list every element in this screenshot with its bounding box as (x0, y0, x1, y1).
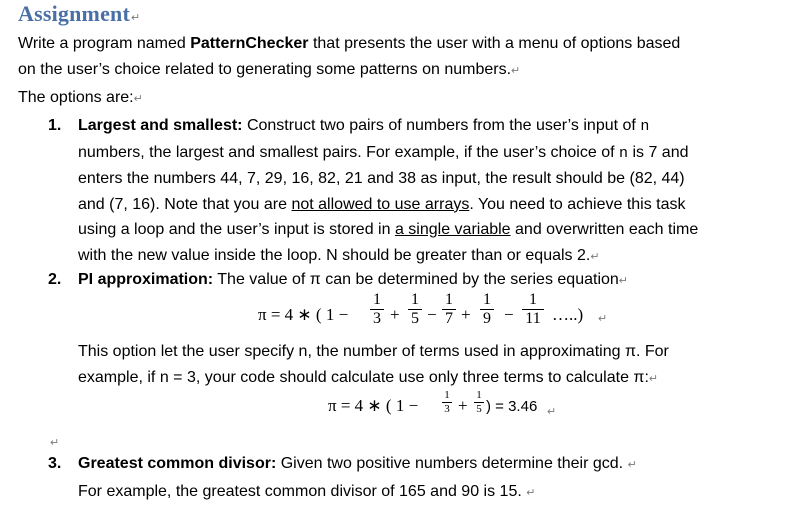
fraction (442, 389, 452, 416)
equation-left: π = 4 ∗ ( 1 − (328, 396, 419, 415)
paragraph-mark: ↵ (547, 406, 557, 418)
item-text: This option let the user specify n, the number of terms used in approximating π. For (78, 343, 669, 360)
numerator: 1 (483, 291, 491, 308)
paragraph-mark: ↵ (598, 313, 608, 325)
paragraph-mark: ↵ (648, 372, 659, 385)
item-heading: Greatest common divisor: (78, 455, 277, 472)
item-text: Given two positive numbers determine their gcd. (276, 455, 624, 472)
numerator: 1 (373, 291, 381, 308)
paragraph-mark: ↵ (618, 275, 629, 287)
intro-paragraph (18, 31, 680, 84)
fraction (442, 291, 456, 328)
equation-tail: …..) (552, 305, 584, 324)
variable-n: n (640, 118, 650, 135)
intro-text: Write a program named (18, 35, 191, 52)
list-number: 3. (48, 455, 62, 472)
item-text: Construct two pairs of numbers from the user’s input of (242, 117, 641, 134)
operator: + (461, 305, 471, 324)
fraction (474, 389, 484, 416)
numerator: 1 (529, 291, 537, 308)
paragraph-mark: ↵ (590, 250, 600, 263)
options-label (18, 85, 143, 112)
fraction (370, 291, 384, 328)
intro-text: that presents the user with a menu of options based (308, 35, 681, 52)
item-text: with the new value inside the loop. N should be greater than or equals 2. (78, 246, 591, 264)
list-number: 2. (48, 271, 62, 288)
equation-left: π = 4 ∗ ( 1 − (258, 305, 349, 324)
denominator: 9 (480, 309, 494, 328)
item-text: numbers, the largest and smallest pairs. For example, if the user’s choice of (78, 143, 619, 161)
paragraph-mark: ↵ (627, 459, 637, 471)
denominator: 3 (370, 309, 384, 328)
paragraph-mark: ↵ (526, 486, 536, 499)
item-heading: PI approximation: (78, 271, 214, 288)
empty-paragraph-mark: ↵ (50, 437, 60, 449)
item-text: and (7, 16). Note that you are (78, 195, 292, 213)
operator: − (504, 305, 514, 324)
document-title (18, 1, 140, 27)
variable-n: n (619, 144, 629, 162)
paragraph-mark: ↵ (131, 12, 141, 24)
underlined-text: a single variable (394, 221, 511, 238)
item-text: using a loop and the user’s input is stored in (78, 221, 395, 238)
denominator: 5 (474, 402, 484, 416)
operator: − (427, 305, 437, 324)
list-item-text (78, 113, 808, 270)
denominator: 3 (442, 402, 452, 416)
underlined-text: not allowed to use arrays (291, 195, 470, 213)
list-item-text (78, 451, 808, 506)
item-heading: Largest and smallest: (78, 117, 243, 134)
item-text: enters the numbers 44, 7, 29, 16, 82, 21 and 38 as input, the result should be (82, 44) (78, 170, 685, 187)
numerator: 1 (445, 291, 453, 308)
title-text: Assignment (18, 1, 131, 26)
numerator: 1 (476, 389, 482, 401)
item-text: For example, the greatest common divisor of 165 and 90 is 15. (78, 482, 522, 500)
program-name: PatternChecker (190, 35, 309, 52)
denominator: 7 (442, 309, 456, 328)
denominator: 5 (408, 309, 422, 328)
options-label-text: The options are: (18, 89, 134, 106)
denominator: 11 (522, 309, 544, 328)
numerator: 1 (444, 389, 450, 401)
item-text: example, if n = 3, your code should calculate use only three terms to calculate π: (78, 368, 649, 386)
item-text: and overwritten each time (510, 221, 699, 238)
item-text: is 7 and (628, 143, 689, 161)
intro-text: on the user’s choice related to generating some patterns on numbers. (18, 61, 512, 78)
paragraph-mark: ↵ (511, 65, 521, 77)
item-text: The value of π can be determined by the series equation (213, 271, 619, 288)
fraction (522, 291, 544, 328)
fraction (408, 291, 422, 328)
numerator: 1 (411, 291, 419, 308)
fraction (480, 291, 494, 328)
operator: + (458, 396, 468, 415)
paragraph-mark: ↵ (133, 93, 143, 105)
item-text: . You need to achieve this task (469, 195, 686, 213)
operator: + (390, 305, 400, 324)
list-number: 1. (48, 117, 62, 134)
list-item-text (78, 339, 808, 392)
equation-result: ) = 3.46 (486, 398, 538, 415)
